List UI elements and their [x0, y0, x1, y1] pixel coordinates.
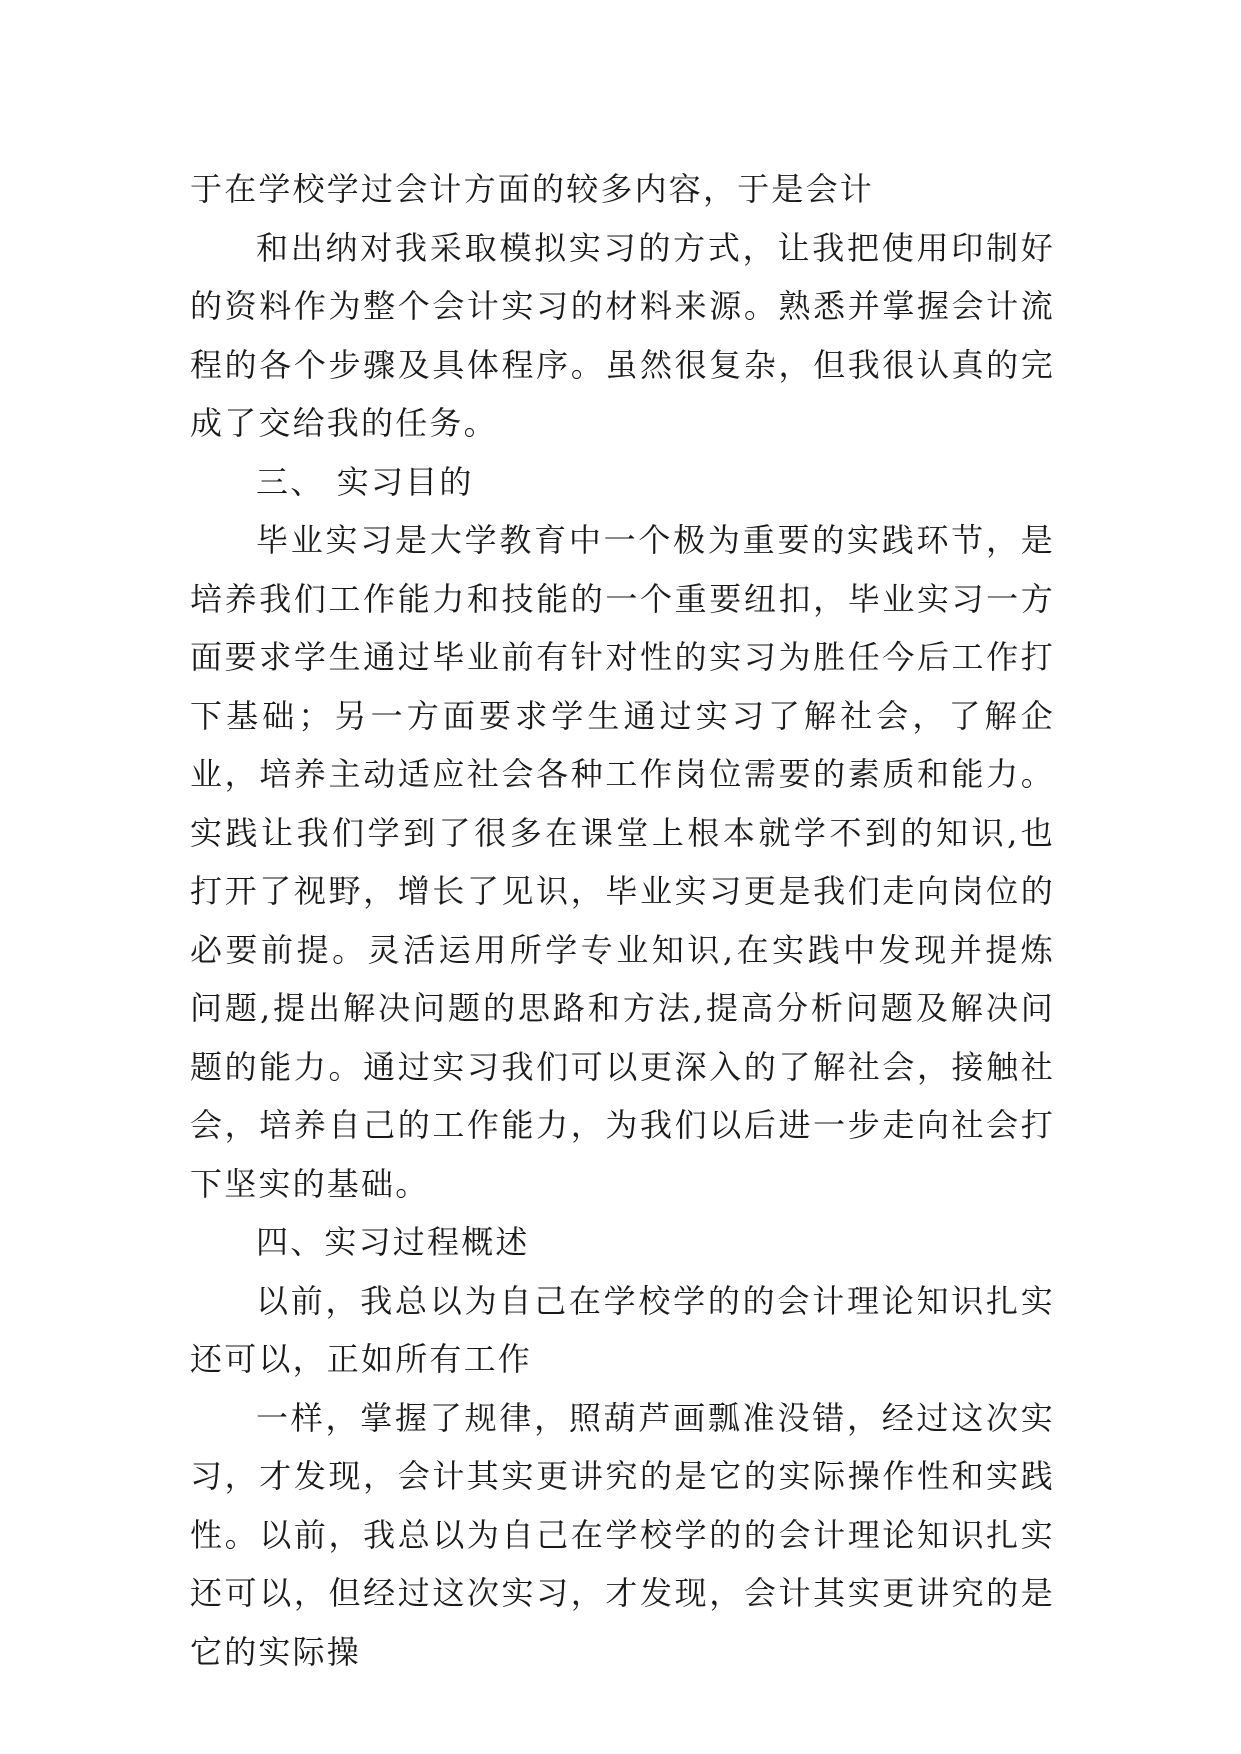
paragraph-continuation: 于在学校学过会计方面的较多内容，于是会计	[190, 170, 875, 208]
paragraph-previous-belief: 以前，我总以为自己在学校学的的会计理论知识扎实还可以，正如所有工作	[190, 1281, 1055, 1378]
section-heading-internship-process: 四、实习过程概述	[256, 1223, 530, 1261]
document-body	[190, 160, 1055, 1681]
paragraph-discovery: 一样，掌握了规律，照葫芦画瓢准没错，经过这次实习，才发现，会计其实更讲究的是它的实际操作性和实践性。以前，我总以为自己在学校学的的会计理论知识扎实还可以，但经过这次实习，才发现，会计其实更讲究的是它的实际操	[190, 1398, 1055, 1671]
section-heading-internship-purpose: 三、 实习目的	[256, 462, 474, 501]
paragraph-simulated-internship: 和出纳对我采取模拟实习的方式，让我把使用印制好的资料作为整个会计实习的材料来源。熟悉并掌握会计流程的各个步骤及具体程序。虽然很复杂，但我很认真的完成了交给我的任务。	[190, 228, 1055, 442]
paragraph-internship-purpose: 毕业实习是大学教育中一个极为重要的实践环节，是培养我们工作能力和技能的一个重要纽扣，毕业实习一方面要求学生通过毕业前有针对性的实习为胜任今后工作打下基础；另一方面要求学生通过实习了解社会，了解企业，培养主动适应社会各种工作岗位需要的素质和能力。实践让我们学到了很多在课堂上根本就学不到的知识,也打开了视野，增长了见识，毕业实习更是我们走向岗位的必要前提。灵活运用所学专业知识,在实践中发现并提炼问题,提出解决问题的思路和方法,提高分析问题及解决问题的能力。通过实习我们可以更深入的了解社会，接触社会，培养自己的工作能力，为我们以后进一步走向社会打下坚实的基础。	[190, 521, 1055, 1203]
